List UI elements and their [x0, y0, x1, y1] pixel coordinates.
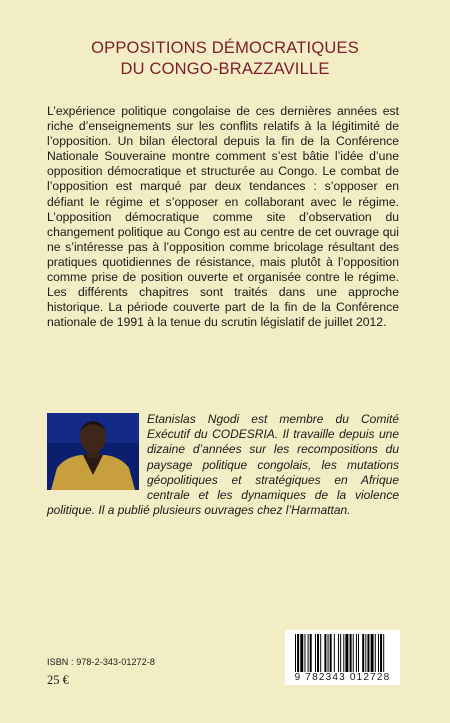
- barcode-bar: [334, 634, 335, 672]
- barcode-bar: [338, 634, 339, 672]
- price-label: 25 €: [47, 673, 69, 687]
- book-title: [0, 38, 450, 80]
- barcode-bar: [310, 634, 312, 672]
- barcode: [285, 630, 400, 685]
- barcode-bar: [380, 634, 382, 672]
- barcode-bar: [317, 634, 319, 672]
- barcode-bar: [371, 634, 374, 672]
- barcode-bar: [308, 634, 309, 672]
- barcode-bar: [375, 634, 376, 672]
- barcode-bar: [356, 634, 357, 672]
- barcode-bar: [297, 634, 299, 672]
- barcode-bar: [367, 634, 369, 672]
- book-title-line-2: DU CONGO-BRAZZAVILLE: [120, 60, 330, 78]
- author-bio: Etanislas Ngodi est membre du Comité Exécutif du CODESRIA. Il travaille depuis une dizaine d’années sur les recompositions du paysage politique congolais, les mutations géopolitiques et stratégiques en Afrique centrale et les dynamiques de la violence politique. Il a publié plusieurs ouvrages chez l’Harmattan.: [47, 412, 399, 518]
- barcode-bar: [304, 634, 305, 672]
- barcode-bar: [365, 634, 366, 672]
- barcode-bars: [285, 630, 400, 674]
- barcode-bar: [350, 634, 352, 672]
- book-title-line-1: OPPOSITIONS DÉMOCRATIQUES: [91, 39, 359, 57]
- barcode-bar: [328, 634, 329, 672]
- barcode-bar: [300, 634, 303, 672]
- barcode-bar: [353, 634, 354, 672]
- barcode-bar: [324, 634, 326, 672]
- barcode-bar: [315, 634, 316, 672]
- barcode-bar: [362, 634, 364, 672]
- book-blurb: L’expérience politique congolaise de ces dernières années est riche d’enseignements sur les conflits relatifs à la légitimité de l’opposition. Un bilan électoral depuis la fin de la Conférence Nationale Souveraine montre comment s’est bâtie l’idée d’une opposition démocratique et structurée au Congo. Le combat de l’opposition est marqué par deux tendances : s’opposer en défiant le régime et s’opposer en collaborant avec le régime. L’opposition démocratique comme site d’observation du changement politique au Congo est au centre de cet ouvrage qui ne s’intéresse pas à l’opposition comme bricolage résultant des pratiques quotidiennes de résistance, mais plutôt à l’opposition comme prise de position ouverte et organisée contre le régime. Les différents chapitres sont traités dans une approche historique. La période couverte part de la fin de la Conférence nationale de 1991 à la tenue du scrutin législatif de juillet 2012.: [47, 104, 399, 330]
- barcode-bar: [378, 634, 379, 672]
- barcode-bar: [330, 634, 332, 672]
- barcode-bar: [358, 634, 359, 672]
- barcode-bar: [320, 634, 321, 672]
- isbn-label: ISBN : 978-2-343-01272-8: [47, 657, 155, 667]
- barcode-digits: 9 782343 012728: [294, 672, 391, 683]
- barcode-bar: [345, 634, 348, 672]
- barcode-bar: [383, 634, 384, 672]
- barcode-bar: [340, 634, 341, 672]
- barcode-bar: [295, 634, 296, 672]
- barcode-bar: [343, 634, 344, 672]
